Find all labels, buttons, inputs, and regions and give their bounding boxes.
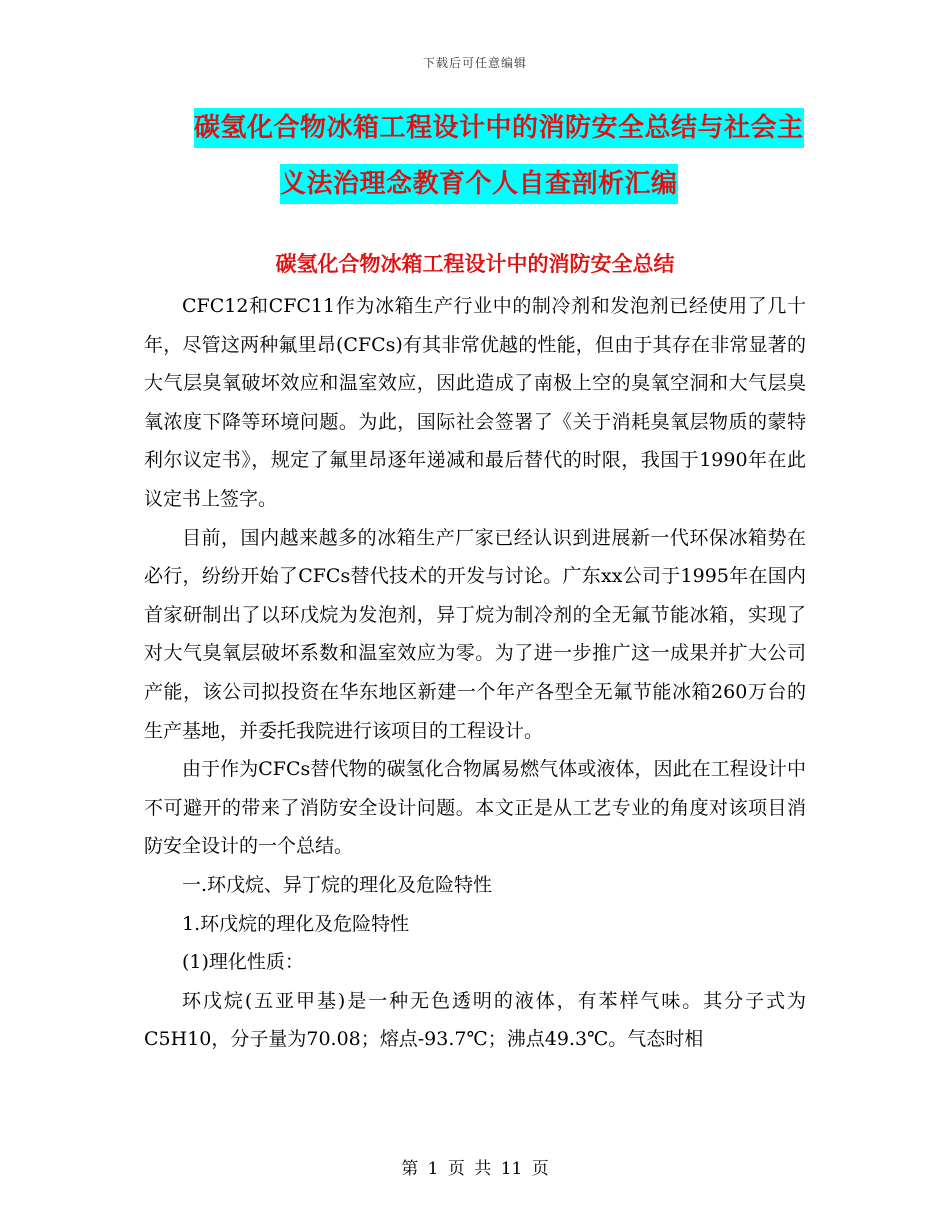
document-title — [186, 108, 806, 204]
subheading-cyclopentane: 1.环戊烷的理化及危险特性 — [182, 912, 410, 935]
header-note: 下载后可任意编辑 — [422, 56, 527, 70]
subheading-section-1: 一.环戊烷、异丁烷的理化及危险特性 — [182, 873, 493, 896]
paragraph-intro-cfc: CFC12和CFC11作为冰箱生产行业中的制冷剂和发泡剂已经使用了几十年，尽管这两种氟里昂(CFCs)有其非常优越的性能，但由于其存在非常显著的大气层臭氧破坏效应和温室效应，因此造成了南极上空的臭氧空洞和大气层臭氧浓度下降等环境问题。为此，国际社会签署了《关于消耗臭氧层物质的蒙特利尔议定书》，规定了氟里昂逐年递减和最后替代的时限，我国于1990年在此议定书上签字。 — [144, 295, 806, 510]
paragraph-current-situation: 目前，国内越来越多的冰箱生产厂家已经认识到进展新一代环保冰箱势在必行，纷纷开始了CFCs替代技术的开发与讨论。广东xx公司于1995年在国内首家研制出了以环戊烷为发泡剂，异丁烷为制冷剂的全无氟节能冰箱，实现了对大气臭氧层破坏系数和温室效应为零。为了进一步推广这一成果并扩大公司产能，该公司拟投资在华东地区新建一个年产各型全无氟节能冰箱260万台的生产基地，并委托我院进行该项目的工程设计。 — [144, 526, 806, 742]
document-body — [144, 287, 806, 1059]
document-title-line-1: 碳氢化合物冰箱工程设计中的消防安全总结与社会主 — [194, 108, 804, 148]
paragraph-cyclopentane-properties: 环戊烷(五亚甲基)是一种无色透明的液体，有苯样气味。其分子式为C5H10，分子量为70.08；熔点-93.7℃；沸点49.3℃。气态时相 — [144, 989, 806, 1051]
paragraph-fire-safety-purpose: 由于作为CFCs替代物的碳氢化合物属易燃气体或液体，因此在工程设计中不可避开的带来了消防安全设计问题。本文正是从工艺专业的角度对该项目消防安全设计的一个总结。 — [144, 758, 806, 858]
document-title-line-2: 义法治理念教育个人自查剖析汇编 — [280, 164, 678, 204]
page-number: 第 1 页 共 11 页 — [401, 1159, 549, 1179]
subheading-properties: (1)理化性质： — [182, 951, 304, 974]
section-heading: 碳氢化合物冰箱工程设计中的消防安全总结 — [275, 252, 675, 276]
